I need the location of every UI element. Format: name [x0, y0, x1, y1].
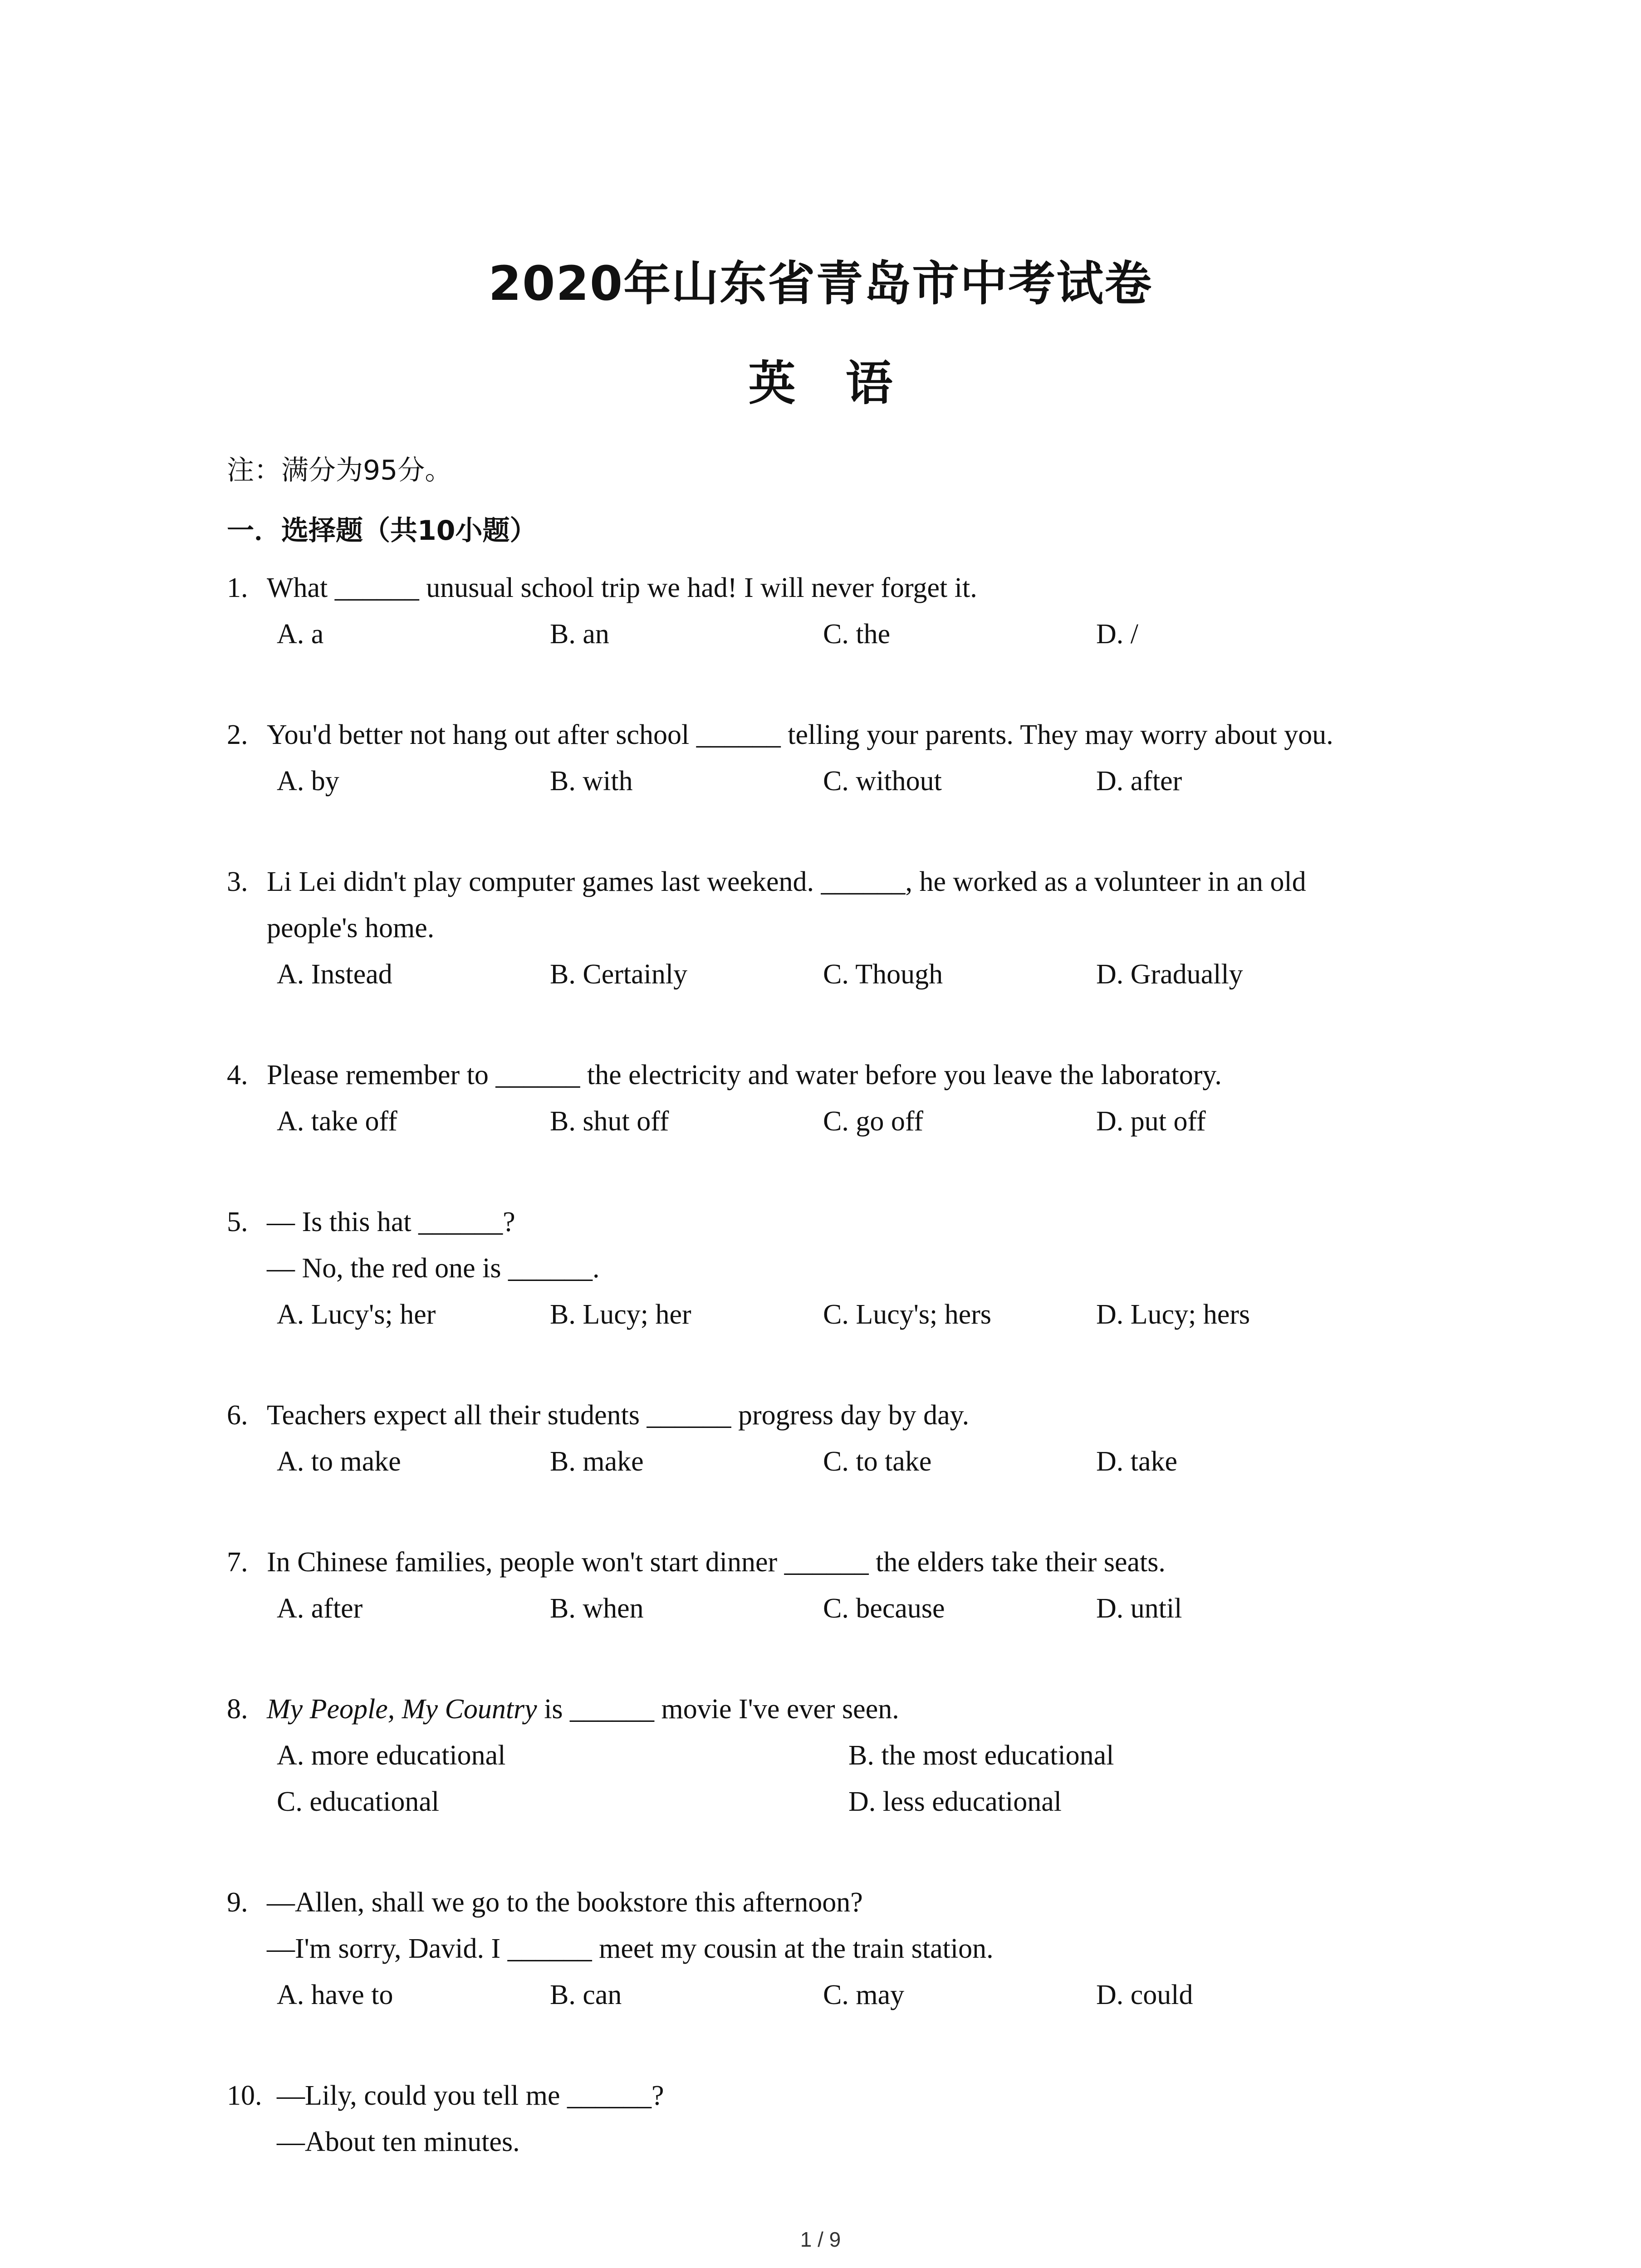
option-c[interactable]: C. Though [823, 959, 943, 990]
option-a[interactable]: A. more educational [277, 1740, 506, 1771]
option-a[interactable]: A. by [277, 766, 339, 797]
question-number: 8. [227, 1694, 248, 1725]
question-text: —Allen, shall we go to the bookstore this afternoon? [267, 1887, 863, 1918]
option-d[interactable]: D. Gradually [1096, 959, 1243, 990]
option-c[interactable]: C. because [823, 1593, 945, 1624]
question-10 [227, 2072, 1452, 2165]
question-number: 6. [227, 1400, 248, 1431]
question-2 [227, 712, 1452, 804]
option-a[interactable]: A. take off [277, 1106, 397, 1137]
question-9 [227, 1879, 1452, 2018]
options [227, 611, 1452, 657]
question-text: You'd better not hang out after school ______ telling your parents. They may worry about you. [267, 719, 1333, 750]
option-b[interactable]: B. an [550, 619, 609, 650]
question-8 [227, 1686, 1452, 1825]
options [227, 1291, 1452, 1338]
option-d[interactable]: D. put off [1096, 1106, 1206, 1137]
option-a[interactable]: A. Instead [277, 959, 392, 990]
option-a[interactable]: A. have to [277, 1980, 393, 2010]
question-5 [227, 1199, 1452, 1338]
option-c[interactable]: C. Lucy's; hers [823, 1299, 992, 1330]
option-a[interactable]: A. after [277, 1593, 363, 1624]
question-text: In Chinese families, people won't start dinner ______ the elders take their seats. [267, 1547, 1166, 1578]
option-b[interactable]: B. can [550, 1980, 622, 2010]
score-note: 注：满分为95分。 [227, 455, 452, 486]
question-number: 7. [227, 1547, 248, 1578]
question-7 [227, 1539, 1452, 1632]
option-b[interactable]: B. shut off [550, 1106, 669, 1137]
question-4 [227, 1052, 1452, 1144]
page-number: 1 / 9 [800, 2228, 841, 2251]
option-c[interactable]: C. go off [823, 1106, 924, 1137]
option-d[interactable]: D. Lucy; hers [1096, 1299, 1250, 1330]
option-d[interactable]: D. take [1096, 1446, 1178, 1477]
option-b[interactable]: B. Certainly [550, 959, 688, 990]
option-c[interactable]: C. the [823, 619, 891, 650]
question-text-continued: people's home. [267, 913, 435, 943]
option-b[interactable]: B. the most educational [848, 1740, 1114, 1771]
question-text-rest: is ______ movie I've ever seen. [537, 1694, 899, 1725]
question-text [267, 1686, 1452, 1732]
movie-title: My People, My Country [267, 1694, 537, 1725]
question-text-continued: —About ten minutes. [277, 2126, 520, 2157]
option-d[interactable]: D. / [1096, 619, 1138, 650]
option-c[interactable]: C. educational [277, 1786, 440, 1817]
question-3 [227, 859, 1452, 997]
question-6 [227, 1392, 1452, 1485]
question-text: Li Lei didn't play computer games last weekend. ______, he worked as a volunteer in an old [267, 866, 1306, 897]
option-d[interactable]: D. after [1096, 766, 1182, 797]
question-text-continued: —I'm sorry, David. I ______ meet my cousin at the train station. [267, 1933, 994, 1964]
options [227, 1585, 1452, 1632]
question-text: What ______ unusual school trip we had! I will never forget it. [267, 572, 977, 603]
exam-title: 2020年山东省青岛市中考试卷 [488, 256, 1153, 311]
options [227, 951, 1452, 997]
question-text: — Is this hat ______? [267, 1207, 515, 1237]
question-number: 2. [227, 719, 248, 750]
options [227, 1098, 1452, 1144]
question-list [227, 565, 1452, 2219]
question-1 [227, 565, 1452, 657]
option-d[interactable]: D. until [1096, 1593, 1182, 1624]
option-d[interactable]: D. could [1096, 1980, 1193, 2010]
option-c[interactable]: C. to take [823, 1446, 932, 1477]
option-d[interactable]: D. less educational [848, 1786, 1062, 1817]
option-c[interactable]: C. without [823, 766, 942, 797]
option-b[interactable]: B. Lucy; her [550, 1299, 691, 1330]
options [227, 1732, 1452, 1825]
question-number: 3. [227, 866, 248, 897]
question-text: Please remember to ______ the electricity and water before you leave the laboratory. [267, 1060, 1222, 1090]
option-a[interactable]: A. Lucy's; her [277, 1299, 436, 1330]
exam-subject: 英语 [748, 356, 943, 411]
option-a[interactable]: A. a [277, 619, 324, 650]
options [227, 1438, 1452, 1485]
option-c[interactable]: C. may [823, 1980, 905, 2010]
options [227, 1972, 1452, 2018]
question-text-continued: — No, the red one is ______. [267, 1253, 600, 1284]
question-number: 4. [227, 1060, 248, 1090]
question-number: 5. [227, 1207, 248, 1237]
option-b[interactable]: B. when [550, 1593, 644, 1624]
question-number: 1. [227, 572, 248, 603]
question-number: 9. [227, 1887, 248, 1918]
question-number: 10. [227, 2080, 262, 2111]
option-a[interactable]: A. to make [277, 1446, 401, 1477]
option-b[interactable]: B. make [550, 1446, 644, 1477]
section-heading: 一．选择题（共10小题） [227, 515, 537, 547]
option-b[interactable]: B. with [550, 766, 633, 797]
question-text: Teachers expect all their students ______ progress day by day. [267, 1400, 970, 1431]
question-text: —Lily, could you tell me ______? [277, 2080, 664, 2111]
options [227, 758, 1452, 804]
